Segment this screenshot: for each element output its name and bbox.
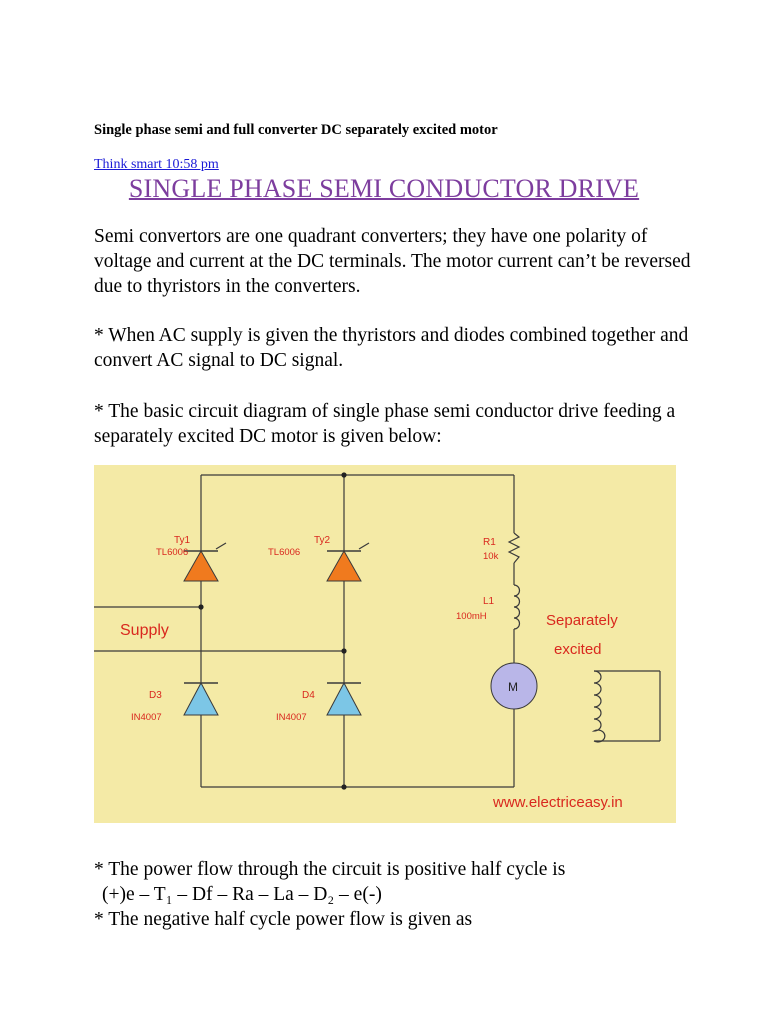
supply-label: Supply [120,622,169,639]
ty1-part-label: TL6006 [156,547,189,558]
d3-part-label: IN4007 [131,712,162,723]
circuit-diagram [94,465,676,823]
ty1-name-label: Ty1 [174,535,191,546]
watermark-text: www.electriceasy.in [493,794,623,811]
positive-cycle-equation: (+)e – T₁ – Df – Ra – La – D₂ – e(-) [102,884,382,905]
d4-name-label: D4 [302,690,315,701]
r1-name-label: R1 [483,537,496,548]
byline-link[interactable]: Think smart 10:58 pm [94,157,219,172]
r1-value-label: 10k [483,551,499,562]
paragraph-ac-supply: * When AC supply is given the thyristors and diodes combined together and convert AC signal to DC signal. [94,325,689,371]
paragraph-circuit-intro: * The basic circuit diagram of single phase semi conductor drive feeding a separately excited DC motor is given below: [94,401,676,447]
d4-part-label: IN4007 [276,712,307,723]
paragraph-negative-cycle: * The negative half cycle power flow is given as [94,909,473,930]
l1-name-label: L1 [483,596,495,607]
ty2-name-label: Ty2 [314,535,331,546]
positive-cycle-text: * The power flow through the circuit is positive half cycle is [94,859,566,880]
field-label-line2: excited [554,641,602,658]
paragraph-intro: Semi convertors are one quadrant converters; they have one polarity of voltage and current at the DC terminals. The motor current can’t be reversed due to thyristors in the converters. [94,226,691,297]
d3-name-label: D3 [149,690,162,701]
field-label-line1: Separately [546,612,618,629]
motor-label: M [508,680,518,694]
post-title: Single phase semi and full converter DC separately excited motor [94,122,498,138]
ty2-part-label: TL6006 [268,547,301,558]
paragraph-positive-cycle [94,857,694,907]
page-heading: SINGLE PHASE SEMI CONDUCTOR DRIVE [128,174,640,203]
l1-value-label: 100mH [456,611,487,622]
